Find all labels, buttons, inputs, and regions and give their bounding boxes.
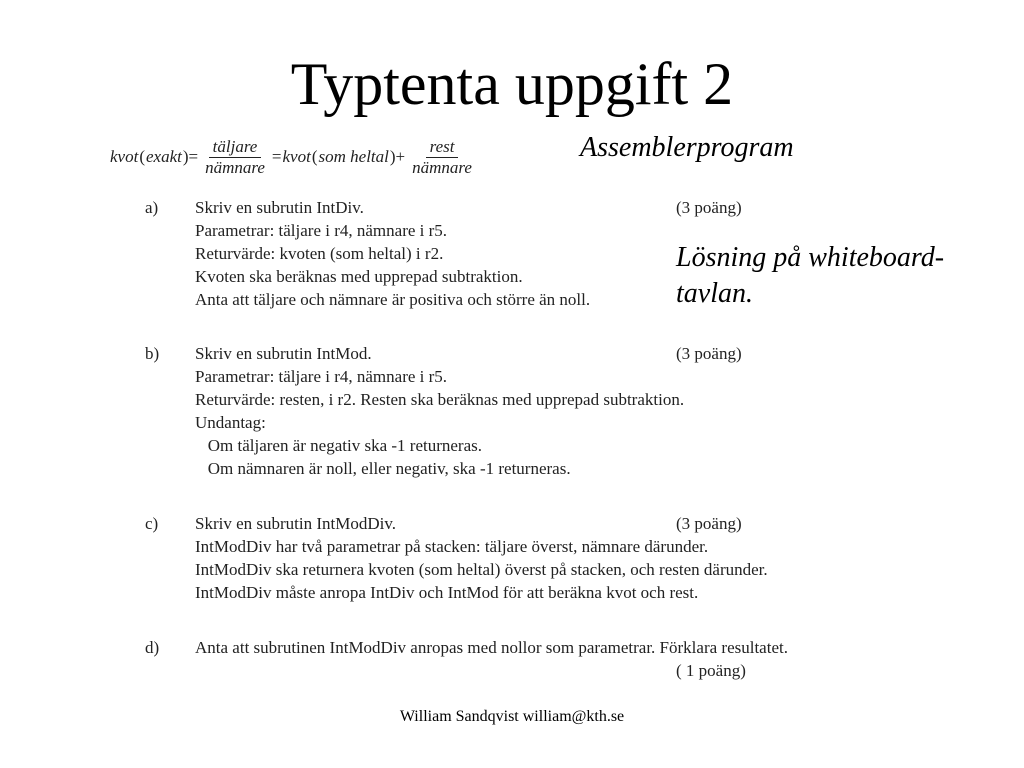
assembler-label: Assemblerprogram — [580, 132, 794, 163]
task-a-line: Parametrar: täljare i r4, nämnare i r5. — [195, 221, 448, 240]
task-b-line: Parametrar: täljare i r4, nämnare i r5. — [195, 367, 448, 386]
task-c-line: IntModDiv har två parametrar på stacken: täljare överst, nämnare därunder. — [195, 537, 709, 556]
formula-denominator-2: nämnare — [412, 157, 472, 177]
task-a-body — [195, 196, 590, 311]
formula-fraction-2 — [408, 137, 476, 178]
task-b-line: Undantag: — [195, 413, 266, 432]
whiteboard-note: Lösning på whiteboard-tavlan. — [676, 242, 945, 309]
task-a-line: Returvärde: kvoten (som heltal) i r2. — [195, 244, 444, 263]
formula-numerator-2: rest — [426, 137, 459, 158]
task-a-letter: a) — [145, 198, 159, 217]
task-d-line: Anta att subrutinen IntModDiv anropas med nollor som parametrar. Förklara resultatet. — [195, 638, 788, 657]
task-d-body — [195, 636, 788, 659]
task-c-points: (3 poäng) — [676, 514, 742, 533]
task-b-points: (3 poäng) — [676, 344, 742, 363]
task-a-line: Kvoten ska beräknas med upprepad subtraktion. — [195, 267, 523, 286]
formula-mid-arg: som heltal — [318, 147, 389, 166]
task-c-line: Skriv en subrutin IntModDiv. — [195, 514, 397, 533]
task-d-points: ( 1 poäng) — [676, 661, 746, 680]
quotient-formula: kvot ( exakt )= $\frac{\text{täljare}}{\text{nämnare}}$ = kvot ( som heltal )+ $\frac{\text{rest}}{\text{nämnare}}$ — [110, 134, 478, 180]
task-c-body — [195, 512, 768, 604]
task-c-letter: c) — [145, 514, 159, 533]
task-b-line: Skriv en subrutin IntMod. — [195, 344, 372, 363]
formula-lhs-arg: exakt — [146, 147, 182, 166]
formula-fraction-1 — [201, 137, 269, 178]
task-a-line: Anta att täljare och nämnare är positiva och större än noll. — [195, 290, 591, 309]
task-b-letter: b) — [145, 344, 160, 363]
formula-numerator-1: täljare — [209, 137, 262, 158]
formula-lhs: kvot — [110, 147, 139, 166]
task-b-line: Om nämnaren är noll, eller negativ, ska -1 returneras. — [195, 459, 571, 478]
footer-author: William Sandqvist william@kth.se — [399, 708, 625, 725]
task-b-line: Om täljaren är negativ ska -1 returneras. — [195, 436, 482, 455]
task-b-body — [195, 342, 684, 480]
formula-mid: kvot — [282, 147, 311, 166]
task-c-line: IntModDiv måste anropa IntDiv och IntMod för att beräkna kvot och rest. — [195, 583, 699, 602]
formula-denominator-1: nämnare — [205, 157, 265, 177]
task-d-letter: d) — [145, 638, 160, 657]
task-b-line: Returvärde: resten, i r2. Resten ska beräknas med upprepad subtraktion. — [195, 390, 685, 409]
task-a-points: (3 poäng) — [676, 198, 742, 217]
task-a-line: Skriv en subrutin IntDiv. — [195, 198, 364, 217]
task-c-line: IntModDiv ska returnera kvoten (som heltal) överst på stacken, och resten därunder. — [195, 560, 768, 579]
slide-title: Typtenta uppgift 2 — [290, 51, 734, 117]
